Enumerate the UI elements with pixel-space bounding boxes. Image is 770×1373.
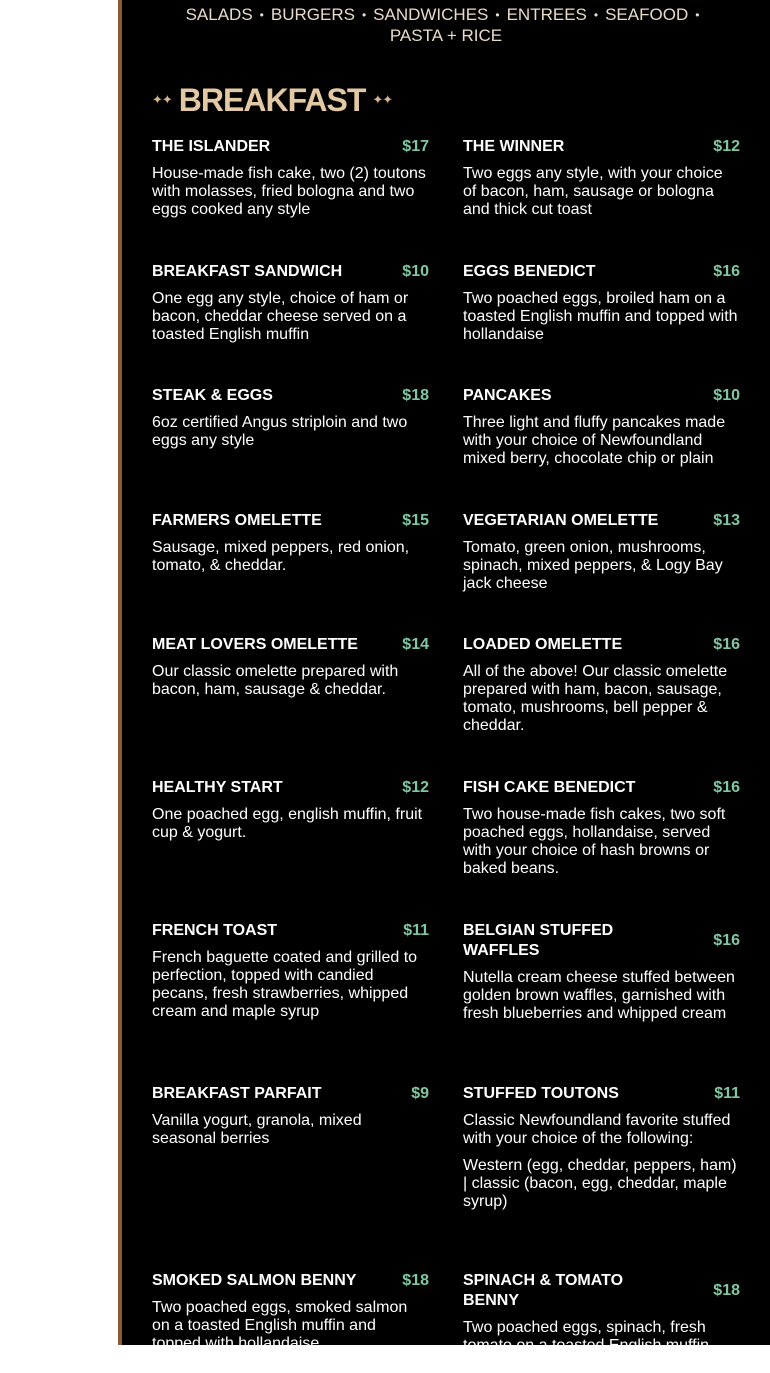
- item-price: $12: [713, 138, 740, 155]
- nav-link-salads[interactable]: SALADS: [185, 5, 253, 24]
- item-price: $12: [402, 779, 429, 796]
- menu-item: [152, 137, 429, 219]
- nav-link-seafood[interactable]: SEAFOOD: [605, 5, 689, 24]
- item-description: All of the above! Our classic omelette prepared with ham, bacon, sausage, tomato, mushrooms, bell pepper & cheddar.: [463, 663, 728, 734]
- item-description: One egg any style, choice of ham or bacon, cheddar cheese served on a toasted English muffin: [152, 290, 409, 343]
- menu-item: [152, 778, 429, 842]
- menu-item: [152, 635, 429, 699]
- nav-separator: •: [495, 8, 500, 22]
- item-price: $18: [713, 1282, 740, 1299]
- item-name: BELGIAN STUFFED WAFFLES: [463, 922, 614, 959]
- nav-separator: •: [593, 8, 599, 22]
- item-description: Two poached eggs, smoked salmon on a toasted English muffin and topped with hollandaise: [152, 1299, 408, 1352]
- item-price: $16: [713, 779, 740, 796]
- item-price: $16: [713, 263, 740, 280]
- category-nav-row-1: [122, 5, 770, 26]
- item-price: $11: [403, 922, 429, 939]
- menu-item: [463, 511, 740, 593]
- section-title: BREAKFAST: [178, 81, 366, 118]
- item-description: Three light and fluffy pancakes made with your choice of Newfoundland mixed berry, chocolate chip or plain: [463, 414, 726, 467]
- left-margin: [0, 0, 118, 1345]
- item-name: STEAK & EGGS: [152, 387, 273, 404]
- item-description: Nutella cream cheese stuffed between golden brown waffles, garnished with fresh blueberries and whipped cream: [463, 969, 735, 1022]
- item-price: $11: [714, 1085, 740, 1102]
- menu-item: [463, 262, 740, 344]
- item-price: $10: [713, 387, 740, 404]
- menu-item: [152, 386, 429, 450]
- nav-link-sandwiches[interactable]: SANDWICHES: [373, 5, 489, 24]
- item-price: $15: [402, 512, 429, 529]
- item-price: $14: [402, 636, 429, 653]
- item-name: FRENCH TOAST: [152, 922, 278, 939]
- item-name: LOADED OMELETTE: [463, 636, 623, 653]
- item-name: THE ISLANDER: [152, 138, 271, 155]
- item-description-extra: Western (egg, cheddar, peppers, ham) | classic (bacon, egg, cheddar, maple syrup): [463, 1157, 737, 1210]
- nav-separator: •: [259, 8, 264, 22]
- item-price: $9: [411, 1085, 429, 1102]
- menu-item: [152, 921, 429, 1021]
- menu-item: [463, 921, 740, 1023]
- item-name: MEAT LOVERS OMELETTE: [152, 636, 358, 653]
- menu-item: [152, 511, 429, 575]
- item-name: STUFFED TOUTONS: [463, 1085, 619, 1102]
- nav-separator: •: [695, 8, 700, 22]
- item-description: Sausage, mixed peppers, red onion, tomato, & cheddar.: [152, 539, 410, 574]
- item-description: 6oz certified Angus striploin and two eggs any style: [152, 414, 408, 449]
- menu-item: [152, 262, 429, 344]
- item-price: $16: [713, 932, 740, 949]
- item-description: Two poached eggs, spinach, fresh tomato on a toasted English muffin and topped with hollandaise: [463, 1319, 710, 1372]
- item-price: $13: [713, 512, 740, 529]
- item-name: EGGS BENEDICT: [463, 263, 596, 280]
- item-name: VEGETARIAN OMELETTE: [463, 512, 659, 529]
- item-description: Tomato, green onion, mushrooms, spinach, mixed peppers, & Logy Bay jack cheese: [463, 539, 723, 592]
- item-name: BREAKFAST SANDWICH: [152, 263, 343, 280]
- item-name: FISH CAKE BENEDICT: [463, 779, 636, 796]
- item-price: $18: [402, 1272, 429, 1289]
- item-price: $16: [713, 636, 740, 653]
- item-description: Vanilla yogurt, granola, mixed seasonal berries: [152, 1112, 362, 1147]
- item-description: Two eggs any style, with your choice of bacon, ham, sausage or bologna and thick cut toast: [463, 165, 723, 218]
- item-description: Classic Newfoundland favorite stuffed with your choice of the following:: [463, 1112, 731, 1147]
- nav-link-burgers[interactable]: BURGERS: [270, 5, 355, 24]
- nav-link-pasta-rice[interactable]: PASTA + RICE: [389, 26, 503, 45]
- item-name: PANCAKES: [463, 387, 552, 404]
- sparkle-icon: ✦✦: [372, 92, 393, 107]
- item-name: THE WINNER: [463, 138, 565, 155]
- item-name: HEALTHY START: [152, 779, 283, 796]
- item-name: BREAKFAST PARFAIT: [152, 1085, 322, 1102]
- menu-panel: [122, 0, 770, 1372]
- section-heading: [152, 80, 392, 120]
- category-nav-row-2: [122, 26, 770, 46]
- item-description: House-made fish cake, two (2) toutons with molasses, fried bologna and two eggs cooked any style: [152, 165, 426, 218]
- item-description: French baguette coated and grilled to perfection, topped with candied pecans, fresh strawberries, whipped cream and maple syrup: [152, 949, 418, 1020]
- menu-item: [152, 1271, 429, 1353]
- menu-item: [463, 635, 740, 735]
- item-description: One poached egg, english muffin, fruit cup & yogurt.: [152, 806, 423, 841]
- item-price: $17: [402, 138, 429, 155]
- nav-link-entrees[interactable]: ENTREES: [506, 5, 587, 24]
- nav-separator: •: [361, 8, 367, 22]
- menu-item: [152, 1084, 429, 1148]
- item-description: Our classic omelette prepared with bacon, ham, sausage & cheddar.: [152, 663, 399, 698]
- menu-item: [463, 1271, 740, 1373]
- menu-item: [463, 137, 740, 219]
- item-description: Two house-made fish cakes, two soft poached eggs, hollandaise, served with your choice of hash browns or baked beans.: [463, 806, 726, 877]
- category-nav: [122, 5, 770, 46]
- item-name: SMOKED SALMON BENNY: [152, 1272, 357, 1289]
- menu-item: [463, 1084, 740, 1211]
- item-description: Two poached eggs, broiled ham on a toasted English muffin and topped with hollandaise: [463, 290, 738, 343]
- menu-item: [463, 778, 740, 878]
- item-price: $10: [402, 263, 429, 280]
- item-price: $18: [402, 387, 429, 404]
- item-name: SPINACH & TOMATO BENNY: [463, 1272, 624, 1309]
- item-name: FARMERS OMELETTE: [152, 512, 322, 529]
- sparkle-icon: ✦✦: [152, 92, 172, 107]
- menu-item: [463, 386, 740, 468]
